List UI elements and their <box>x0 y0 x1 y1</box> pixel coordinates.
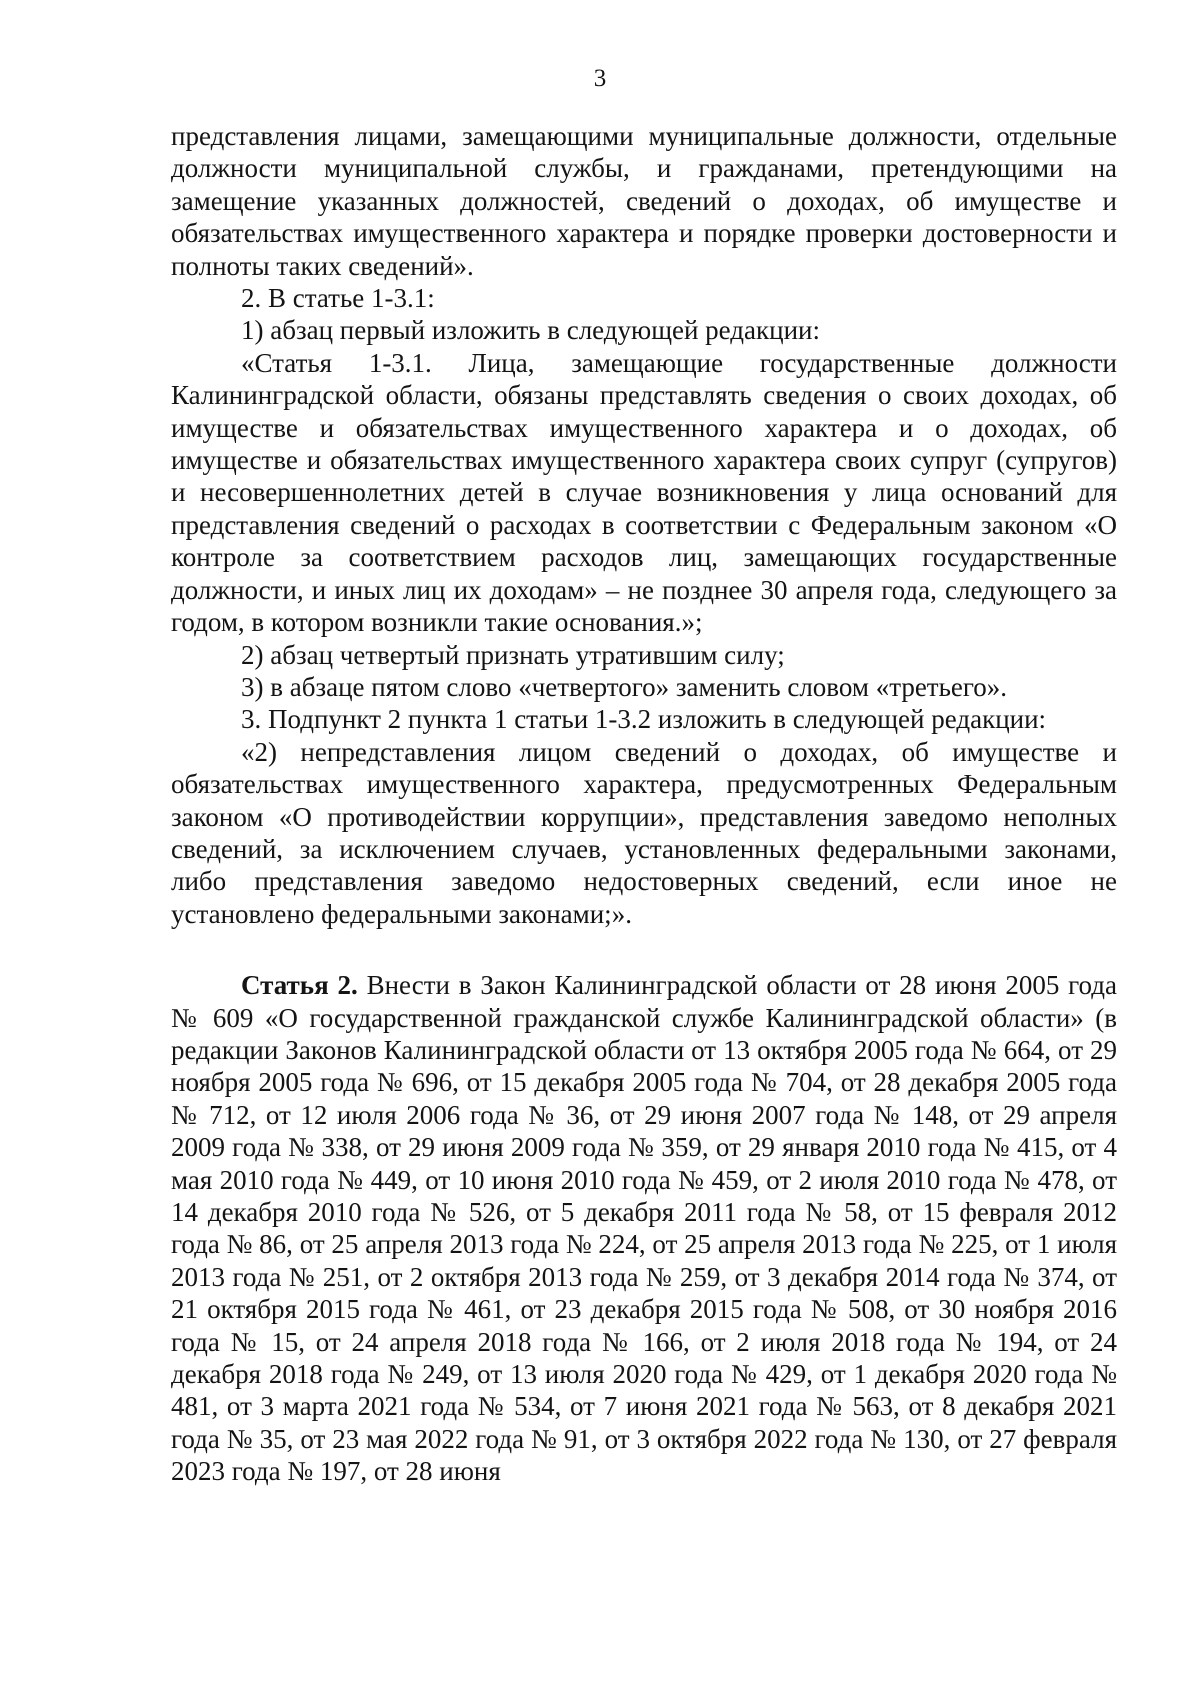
page-number: 3 <box>593 65 607 92</box>
paragraph-subitem-3: 3) в абзаце пятом слово «четвертого» заменить словом «третьего». <box>241 671 1008 702</box>
paragraph-item-2: 2. В статье 1-3.1: <box>241 283 435 314</box>
paragraph-continuation: представления лицами, замещающими муниципальные должности, отдельные должности муниципальной службы, и гражданами, претендующими на замещение указанных должностей, сведений о доходах, об имуществе и обязательствах имущественного характера и порядке проверки достоверности и полноты таких сведений». <box>171 121 1117 281</box>
article-2-paragraph <box>171 969 1117 1488</box>
paragraph-subitem-2: 2) абзац четвертый признать утратившим силу; <box>241 639 785 670</box>
paragraph-subpoint-2-text: «2) непредставления лицом сведений о доходах, об имуществе и обязательствах имущественного характера, предусмотренных Федеральным законом «О противодействии коррупции», представления заведомо неполных сведений, за исключением случаев, установленных федеральными законами, либо представления заведомо недостоверных сведений, если иное не установлено федеральными законами;». <box>171 736 1117 929</box>
document-body <box>171 120 1117 1488</box>
section-spacer <box>171 930 1117 969</box>
paragraph-item-3: 3. Подпункт 2 пункта 1 статьи 1-3.2 изложить в следующей редакции: <box>241 704 1047 735</box>
article-2-text: Внести в Закон Калининградской области от 28 июня 2005 года № 609 «О государственной гражданской службе Калининградской области» (в редакции Законов Калининградской области от 13 октября 2005 года № 664, от 29 ноября 2005 года № 696, от 15 декабря 2005 года № 704, от 28 декабря 2005 года № 712, от 12 июля 2006 года № 36, от 29 июня 2007 года № 148, от 29 апреля 2009 года № 338, от 29 июня 2009 года № 359, от 29 января 2010 года № 415, от 4 мая 2010 года № 449, от 10 июня 2010 года № 459, от 2 июля 2010 года № 478, от 14 декабря 2010 года № 526, от 5 декабря 2011 года № 58, от 15 февраля 2012 года № 86, от 25 апреля 2013 года № 224, от 25 апреля 2013 года № 225, от 1 июля 2013 года № 251, от 2 октября 2013 года № 259, от 3 декабря 2014 года № 374, от 21 октября 2015 года № 461, от 23 декабря 2015 года № 508, от 30 ноября 2016 года № 15, от 24 апреля 2018 года № 166, от 2 июля 2018 года № 194, от 24 декабря 2018 года № 249, от 13 июля 2020 года № 429, от 1 декабря 2020 года № 481, от 3 марта 2021 года № 534, от 7 июня 2021 года № 563, от 8 декабря 2021 года № 35, от 23 мая 2022 года № 91, от 3 октября 2022 года № 130, от 27 февраля 2023 года № 197, от 28 июня <box>171 970 1117 1487</box>
paragraph-article-1-3-1-text: «Статья 1-3.1. Лица, замещающие государственные должности Калининградской области, обязаны представлять сведения о своих доходах, об имуществе и обязательствах имущественного характера и о доходах, об имуществе и обязательствах имущественного характера своих супруг (супругов) и несовершеннолетних детей в случае возникновения у лица оснований для представления сведений о расходах в соответствии с Федеральным законом «О контроле за соответствием расходов лиц, замещающих государственные должности, и иных лиц их доходам» – не позднее 30 апреля года, следующего за годом, в котором возникли такие основания.»; <box>171 347 1117 638</box>
paragraph-subitem-1: 1) абзац первый изложить в следующей редакции: <box>241 315 820 346</box>
article-2-heading: Статья 2. <box>241 970 358 1001</box>
